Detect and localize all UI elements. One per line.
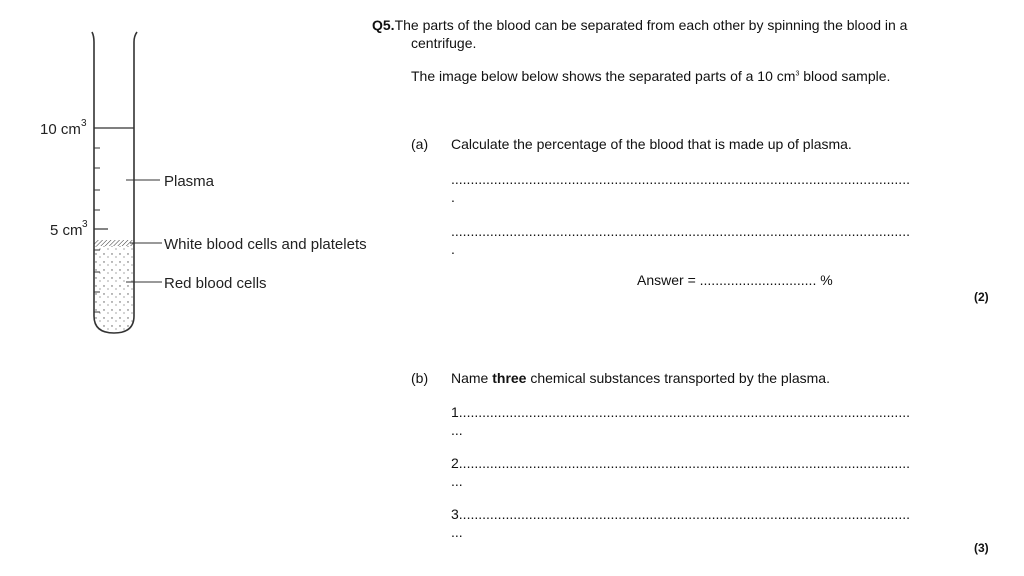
answer-prefix: Answer = bbox=[637, 272, 700, 288]
image-sentence bbox=[411, 67, 890, 85]
question-intro-line1 bbox=[372, 16, 907, 34]
image-sentence-text: The image below below shows the separated parts of a 10 cm bbox=[411, 68, 796, 84]
part-b-answer-line-2[interactable]: 2.................................................................................................................... bbox=[451, 455, 910, 471]
part-b-answer-line-1-tail: ... bbox=[451, 422, 463, 438]
question-intro-text: The parts of the blood can be separated from each other by spinning the blood in a bbox=[394, 17, 908, 33]
part-a-answer-line-1-tail: . bbox=[451, 189, 455, 205]
label-10cm3-sup: 3 bbox=[81, 118, 87, 129]
label-plasma: Plasma bbox=[164, 173, 215, 190]
question-intro-line2: centrifuge. bbox=[411, 35, 477, 51]
test-tube-diagram bbox=[30, 28, 390, 348]
image-sentence-sup: 3 bbox=[795, 70, 800, 78]
part-b-letter: (b) bbox=[411, 370, 429, 386]
label-5cm3-sup: 3 bbox=[82, 219, 88, 230]
part-b-prompt-end: chemical substances transported by the plasma. bbox=[526, 370, 830, 386]
part-b-prompt-start: Name bbox=[451, 370, 493, 386]
part-a-prompt: Calculate the percentage of the blood that is made up of plasma. bbox=[451, 136, 852, 152]
part-a-answer bbox=[637, 271, 833, 289]
part-b-prompt bbox=[451, 369, 830, 387]
white-blood-cells-layer bbox=[94, 240, 134, 246]
red-blood-cells-layer bbox=[94, 246, 134, 332]
label-rbc: Red blood cells bbox=[164, 275, 267, 292]
part-a-marks: (2) bbox=[974, 290, 989, 304]
part-b-answer-line-3[interactable]: 3.................................................................................................................... bbox=[451, 506, 910, 522]
label-10cm3: 10 cm bbox=[40, 121, 81, 138]
answer-unit: % bbox=[816, 272, 833, 288]
part-b-marks: (3) bbox=[974, 541, 989, 555]
part-b-answer-line-2-tail: ... bbox=[451, 473, 463, 489]
part-a-answer-line-2-tail: . bbox=[451, 241, 455, 257]
part-b-answer-line-1[interactable]: 1.................................................................................................................... bbox=[451, 404, 910, 420]
image-sentence-end: blood sample. bbox=[799, 68, 891, 84]
label-5cm3: 5 cm bbox=[50, 222, 83, 239]
label-wbc: White blood cells and platelets bbox=[164, 236, 367, 253]
part-b-answer-line-3-tail: ... bbox=[451, 524, 463, 540]
question-number: Q5. bbox=[372, 17, 395, 33]
part-a-answer-line-1[interactable]: ...................................................................................................................... bbox=[451, 171, 910, 187]
part-a-letter: (a) bbox=[411, 136, 429, 152]
part-a-answer-line-2[interactable]: ...................................................................................................................... bbox=[451, 223, 910, 239]
answer-blank[interactable]: .............................. bbox=[699, 272, 817, 288]
part-b-prompt-bold: three bbox=[492, 370, 527, 386]
